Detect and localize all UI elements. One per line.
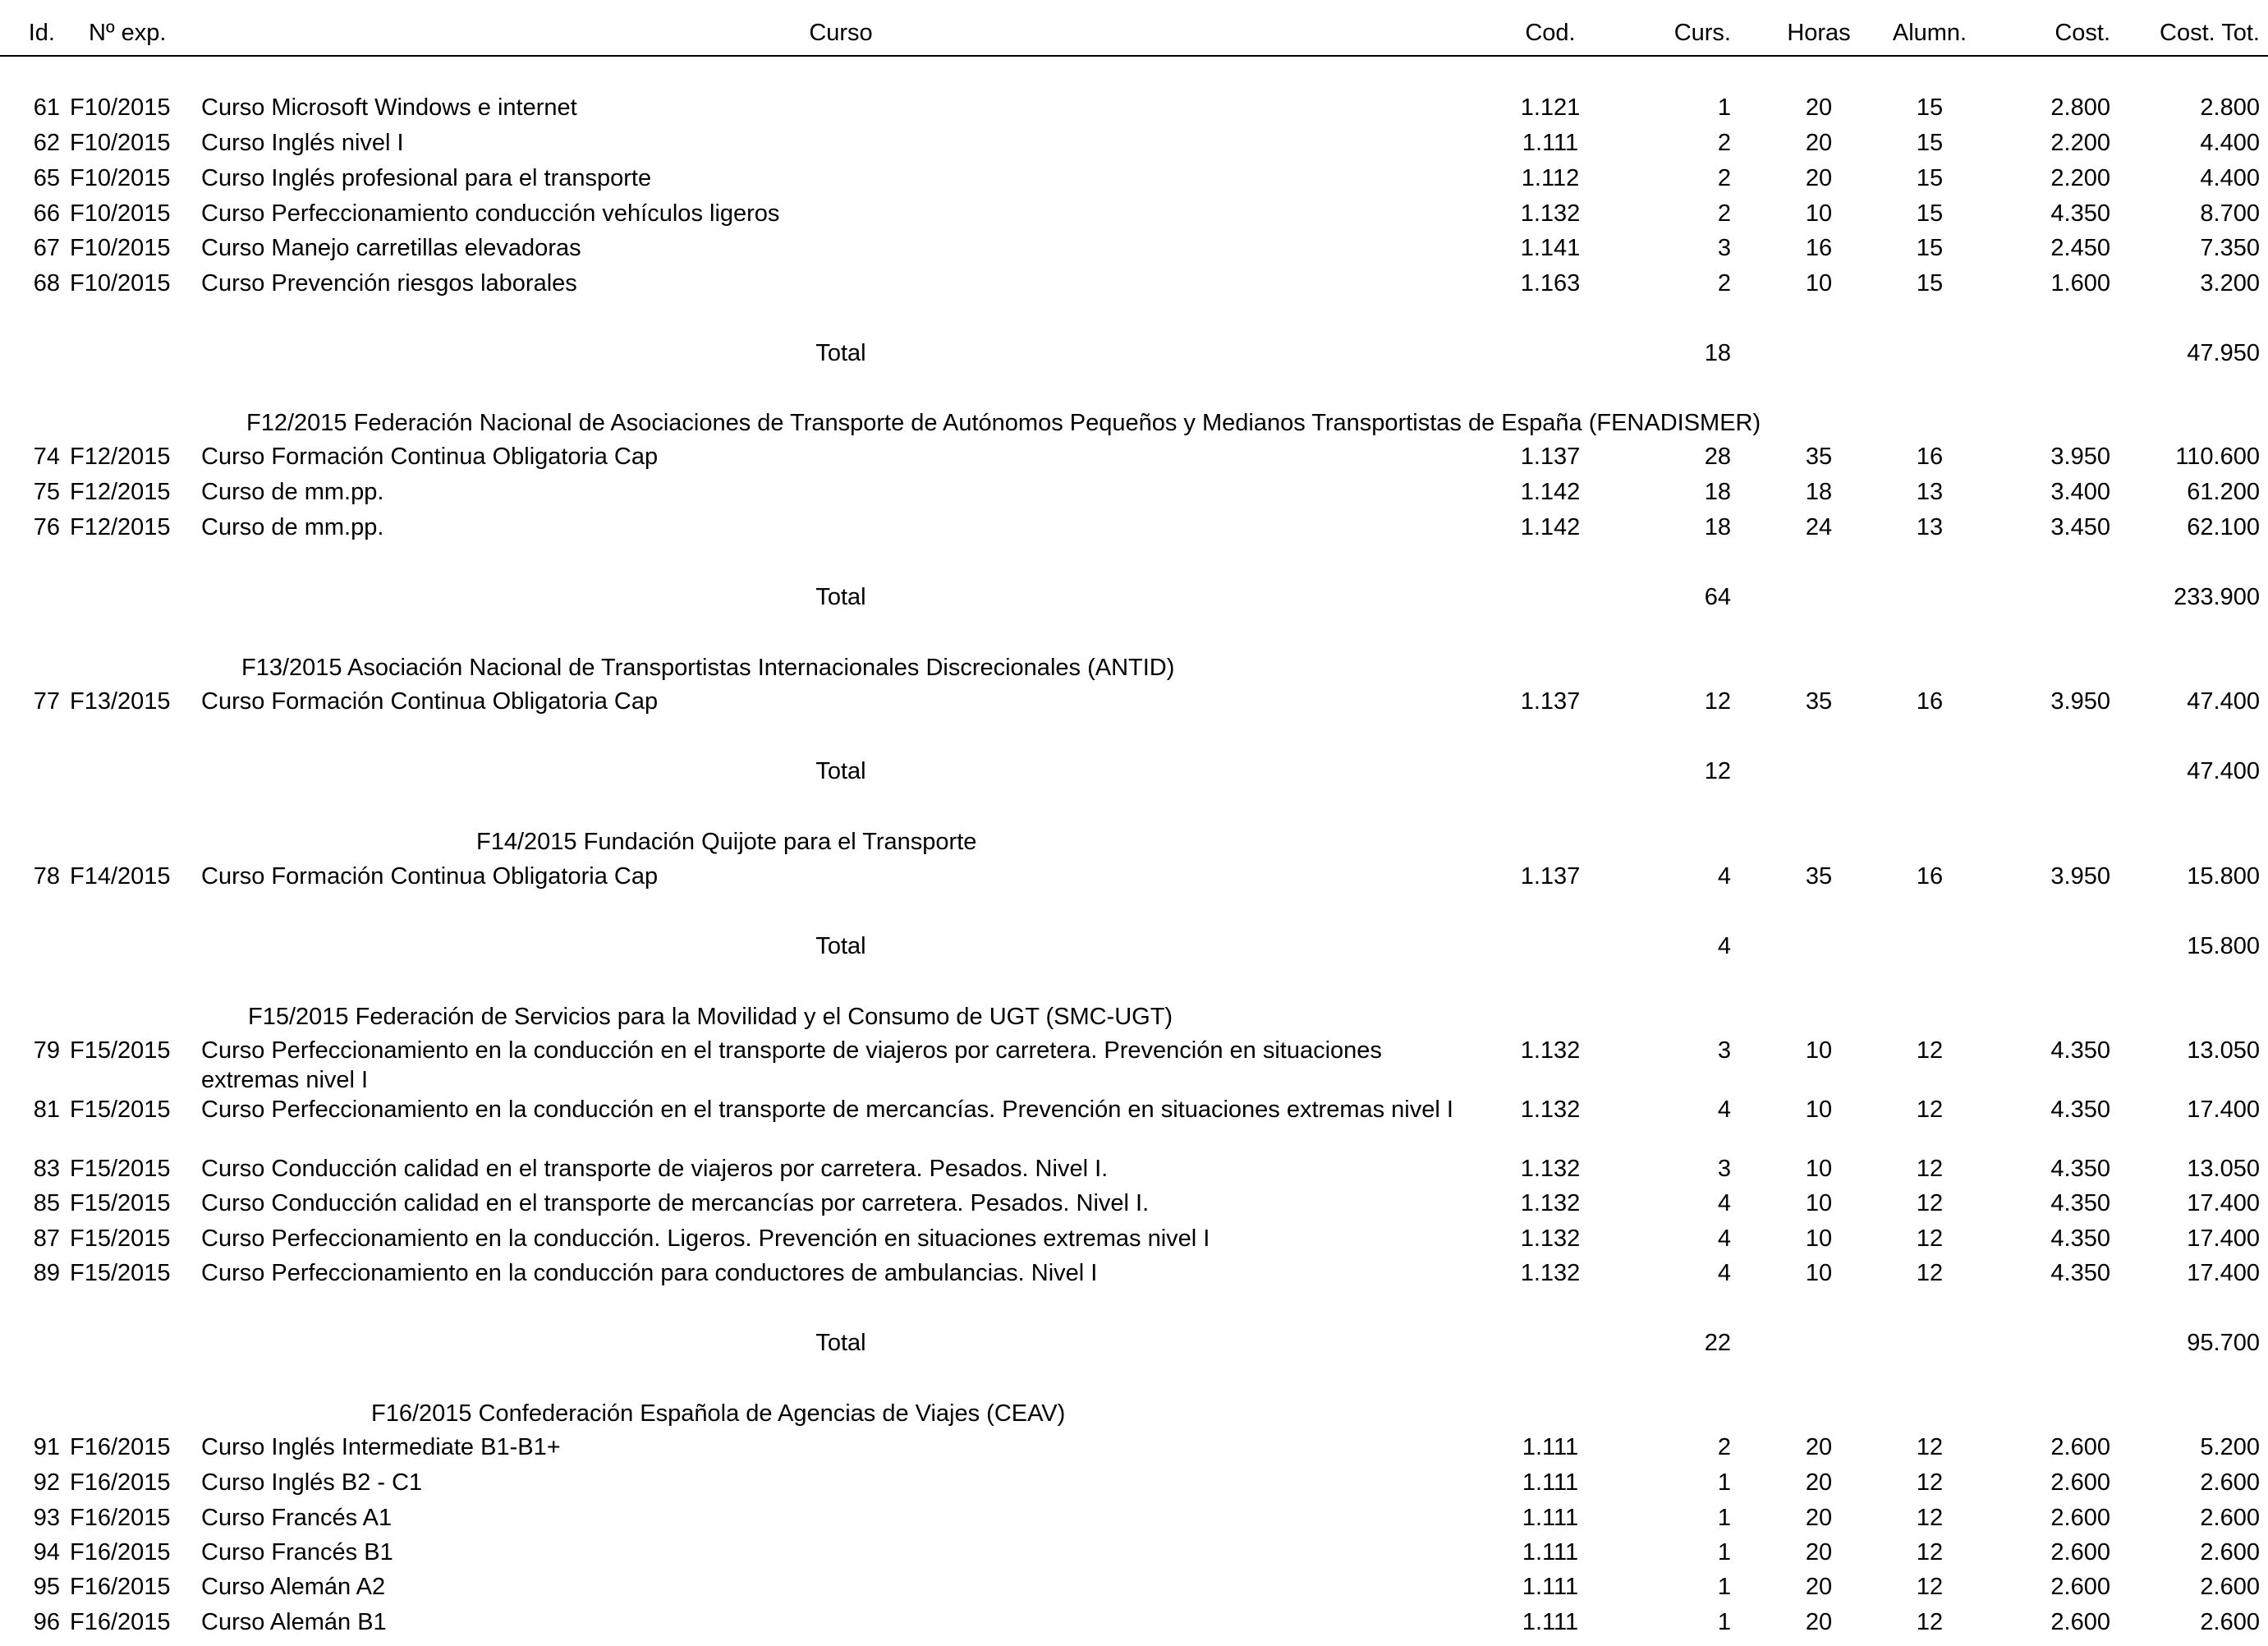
cell-cost-tot: 15.800 — [2187, 863, 2260, 890]
cell-cod: 1.132 — [1520, 1156, 1581, 1182]
cell-cost: 2.600 — [2050, 1609, 2110, 1635]
cell-curs: 1 — [1717, 1574, 1731, 1600]
total-cost-tot: 47.950 — [2187, 340, 2260, 366]
cell-exp: F15/2015 — [70, 1225, 171, 1252]
cell-curso: Curso Manejo carretillas elevadoras — [201, 235, 581, 261]
cell-exp: F16/2015 — [70, 1469, 171, 1496]
cell-id: 77 — [33, 688, 60, 715]
cell-cost: 4.350 — [2050, 1097, 2110, 1123]
header-horas: Horas — [1787, 20, 1851, 46]
cell-cod: 1.142 — [1520, 514, 1581, 540]
cell-alumn: 15 — [1916, 130, 1944, 156]
cell-horas: 10 — [1805, 1097, 1833, 1123]
cell-curso: Curso Inglés profesional para el transporte — [201, 165, 652, 191]
cell-horas: 20 — [1805, 1434, 1833, 1460]
cell-exp: F16/2015 — [70, 1434, 171, 1460]
cell-cost-tot: 2.600 — [2200, 1469, 2260, 1496]
cell-cod: 1.132 — [1520, 1097, 1581, 1123]
cell-horas: 10 — [1805, 200, 1833, 227]
cell-cost-tot: 17.400 — [2187, 1225, 2260, 1252]
cell-curs: 4 — [1717, 1097, 1731, 1123]
cell-curs: 4 — [1717, 1225, 1731, 1252]
cell-horas: 20 — [1805, 1469, 1833, 1496]
cell-alumn: 12 — [1916, 1190, 1944, 1216]
cell-horas: 10 — [1805, 270, 1833, 297]
cell-horas: 20 — [1805, 1574, 1833, 1600]
group-title: F16/2015 Confederación Española de Agencias de Viajes (CEAV) — [371, 1400, 1066, 1427]
cell-alumn: 12 — [1916, 1505, 1944, 1531]
cell-exp: F12/2015 — [70, 444, 171, 470]
cell-exp: F14/2015 — [70, 863, 171, 890]
cell-cod: 1.137 — [1520, 688, 1581, 715]
cell-cost-tot: 8.700 — [2200, 200, 2260, 227]
cell-cod: 1.132 — [1520, 1225, 1581, 1252]
total-curs: 22 — [1704, 1330, 1731, 1356]
cell-cost-tot: 7.350 — [2200, 235, 2260, 261]
total-cost-tot: 95.700 — [2187, 1330, 2260, 1356]
total-label: Total — [815, 758, 866, 784]
cell-cod: 1.141 — [1520, 235, 1581, 261]
cell-cost: 3.950 — [2050, 863, 2110, 890]
cell-alumn: 12 — [1916, 1609, 1944, 1635]
cell-curso: Curso Perfeccionamiento en la conducción en el transporte de viajeros por carretera. Prevención en situaciones extremas nivel I — [201, 1037, 1382, 1093]
cell-cost: 4.350 — [2050, 1190, 2110, 1216]
cell-exp: F10/2015 — [70, 235, 171, 261]
cell-curs: 1 — [1717, 1609, 1731, 1635]
header-curs: Curs. — [1673, 20, 1731, 46]
cell-curso: Curso Perfeccionamiento en la conducción en el transporte de mercancías. Prevención en situaciones extremas nivel I — [201, 1097, 1453, 1123]
cell-cod: 1.112 — [1521, 165, 1580, 191]
cell-cost-tot: 47.400 — [2187, 688, 2260, 715]
cell-cost: 4.350 — [2050, 200, 2110, 227]
total-label: Total — [815, 584, 866, 610]
cell-exp: F15/2015 — [70, 1097, 171, 1123]
cell-horas: 35 — [1805, 444, 1833, 470]
cell-id: 78 — [33, 863, 60, 890]
total-cost-tot: 47.400 — [2187, 758, 2260, 784]
cell-id: 68 — [33, 270, 60, 297]
cell-horas: 20 — [1805, 130, 1833, 156]
cell-cod: 1.132 — [1520, 1260, 1581, 1286]
cell-cost: 4.350 — [2050, 1260, 2110, 1286]
total-label: Total — [815, 340, 866, 366]
cell-horas: 20 — [1805, 1609, 1833, 1635]
cell-exp: F12/2015 — [70, 514, 171, 540]
cell-exp: F10/2015 — [70, 270, 171, 297]
cell-curs: 2 — [1717, 165, 1731, 191]
cell-horas: 10 — [1805, 1260, 1833, 1286]
cell-alumn: 15 — [1916, 94, 1944, 121]
cell-curs: 3 — [1717, 1156, 1731, 1182]
cell-id: 62 — [33, 130, 60, 156]
cell-cost: 4.350 — [2050, 1037, 2110, 1064]
cell-curs: 2 — [1717, 1434, 1731, 1460]
cell-cost-tot: 2.600 — [2200, 1539, 2260, 1566]
cell-id: 96 — [33, 1609, 60, 1635]
total-curs: 12 — [1704, 758, 1731, 784]
cell-alumn: 15 — [1916, 200, 1944, 227]
cell-horas: 10 — [1805, 1190, 1833, 1216]
cell-cod: 1.111 — [1522, 1539, 1579, 1566]
cell-curso: Curso Formación Continua Obligatoria Cap — [201, 863, 659, 890]
cell-cod: 1.111 — [1522, 1505, 1579, 1531]
cell-curso: Curso Perfeccionamiento conducción vehículos ligeros — [201, 200, 780, 227]
cell-curso: Curso Perfeccionamiento en la conducción. Ligeros. Prevención en situaciones extremas nivel I — [201, 1225, 1210, 1252]
cell-cod: 1.111 — [1522, 1434, 1579, 1460]
cell-cost-tot: 2.600 — [2200, 1505, 2260, 1531]
cell-curso: Curso Francés A1 — [201, 1505, 393, 1531]
cell-id: 93 — [33, 1505, 60, 1531]
cell-curso: Curso Inglés Intermediate B1-B1+ — [201, 1434, 561, 1460]
cell-id: 85 — [33, 1190, 60, 1216]
cell-cost: 2.200 — [2050, 130, 2110, 156]
cell-id: 87 — [33, 1225, 60, 1252]
total-curs: 64 — [1704, 584, 1731, 610]
cell-exp: F12/2015 — [70, 479, 171, 505]
cell-alumn: 15 — [1916, 235, 1944, 261]
cell-curs: 12 — [1704, 688, 1731, 715]
cell-curs: 4 — [1717, 1260, 1731, 1286]
cell-cost-tot: 2.800 — [2200, 94, 2260, 121]
header-divider — [0, 55, 2268, 57]
cell-cost: 3.950 — [2050, 444, 2110, 470]
cell-cost-tot: 13.050 — [2187, 1156, 2260, 1182]
cell-cost: 3.450 — [2050, 514, 2110, 540]
cell-id: 75 — [33, 479, 60, 505]
cell-cost-tot: 4.400 — [2200, 165, 2260, 191]
cell-id: 81 — [33, 1097, 60, 1123]
total-curs: 18 — [1704, 340, 1731, 366]
cell-cod: 1.111 — [1522, 1469, 1579, 1496]
header-cod: Cod. — [1525, 20, 1576, 46]
cell-cost: 1.600 — [2050, 270, 2110, 297]
cell-id: 91 — [33, 1434, 60, 1460]
cell-cost: 2.600 — [2050, 1539, 2110, 1566]
cell-cost-tot: 17.400 — [2187, 1260, 2260, 1286]
cell-id: 65 — [33, 165, 60, 191]
header-cost: Cost. — [2055, 20, 2110, 46]
cell-cod: 1.137 — [1520, 444, 1581, 470]
cell-horas: 10 — [1805, 1225, 1833, 1252]
cell-curso: Curso Prevención riesgos laborales — [201, 270, 577, 297]
cell-exp: F16/2015 — [70, 1609, 171, 1635]
cell-exp: F15/2015 — [70, 1037, 171, 1064]
cell-exp: F16/2015 — [70, 1505, 171, 1531]
cell-cod: 1.132 — [1520, 200, 1581, 227]
header-curso: Curso — [809, 20, 873, 46]
cell-horas: 35 — [1805, 688, 1833, 715]
cell-cost: 4.350 — [2050, 1225, 2110, 1252]
total-cost-tot: 15.800 — [2187, 933, 2260, 959]
cell-alumn: 15 — [1916, 270, 1944, 297]
cell-cost-tot: 4.400 — [2200, 130, 2260, 156]
cell-exp: F15/2015 — [70, 1260, 171, 1286]
cell-curso: Curso Francés B1 — [201, 1539, 393, 1566]
cell-id: 76 — [33, 514, 60, 540]
total-curs: 4 — [1717, 933, 1731, 959]
cell-horas: 18 — [1805, 479, 1833, 505]
cell-exp: F10/2015 — [70, 165, 171, 191]
cell-cod: 1.132 — [1520, 1190, 1581, 1216]
group-title: F12/2015 Federación Nacional de Asociaciones de Transporte de Autónomos Pequeños y Medianos Transportistas de España (FENADISMER) — [246, 410, 1761, 436]
cell-alumn: 16 — [1916, 863, 1944, 890]
cell-id: 95 — [33, 1574, 60, 1600]
cell-alumn: 12 — [1916, 1097, 1944, 1123]
header-cost-tot: Cost. Tot. — [2160, 20, 2260, 46]
cell-alumn: 12 — [1916, 1260, 1944, 1286]
cell-id: 89 — [33, 1260, 60, 1286]
cell-exp: F10/2015 — [70, 130, 171, 156]
cell-curso: Curso Conducción calidad en el transporte de mercancías por carretera. Pesados. Nivel I. — [201, 1190, 1150, 1216]
cell-cost-tot: 5.200 — [2200, 1434, 2260, 1460]
group-title: F13/2015 Asociación Nacional de Transportistas Internacionales Discrecionales (ANTID) — [241, 655, 1175, 681]
group-title: F15/2015 Federación de Servicios para la Movilidad y el Consumo de UGT (SMC-UGT) — [248, 1004, 1173, 1030]
cell-curso: Curso Formación Continua Obligatoria Cap — [201, 444, 659, 470]
cell-curs: 1 — [1717, 1539, 1731, 1566]
cell-cost: 2.600 — [2050, 1505, 2110, 1531]
cell-horas: 35 — [1805, 863, 1833, 890]
cell-exp: F16/2015 — [70, 1539, 171, 1566]
cell-horas: 10 — [1805, 1037, 1833, 1064]
cell-cost-tot: 13.050 — [2187, 1037, 2260, 1064]
total-label: Total — [815, 1330, 866, 1356]
cell-cost-tot: 17.400 — [2187, 1097, 2260, 1123]
cell-alumn: 12 — [1916, 1156, 1944, 1182]
cell-cost-tot: 110.600 — [2175, 444, 2260, 470]
total-label: Total — [815, 933, 866, 959]
cell-alumn: 12 — [1916, 1469, 1944, 1496]
cell-exp: F15/2015 — [70, 1156, 171, 1182]
cell-cost: 3.400 — [2050, 479, 2110, 505]
cell-id: 94 — [33, 1539, 60, 1566]
cell-exp: F10/2015 — [70, 94, 171, 121]
cell-alumn: 12 — [1916, 1434, 1944, 1460]
group-title: F14/2015 Fundación Quijote para el Transporte — [476, 829, 977, 855]
cell-curso: Curso Inglés nivel I — [201, 130, 404, 156]
cell-cost: 2.200 — [2050, 165, 2110, 191]
cell-curso: Curso Inglés B2 - C1 — [201, 1469, 423, 1496]
header-alumn: Alumn. — [1892, 20, 1967, 46]
cell-alumn: 13 — [1916, 514, 1944, 540]
cell-cost: 4.350 — [2050, 1156, 2110, 1182]
cell-id: 92 — [33, 1469, 60, 1496]
header-exp: Nº exp. — [89, 20, 167, 46]
cell-curso: Curso de mm.pp. — [201, 514, 384, 540]
cell-curso: Curso Microsoft Windows e internet — [201, 94, 577, 121]
cell-alumn: 12 — [1916, 1225, 1944, 1252]
cell-id: 83 — [33, 1156, 60, 1182]
cell-id: 79 — [33, 1037, 60, 1064]
cell-cost: 2.600 — [2050, 1469, 2110, 1496]
cell-alumn: 16 — [1916, 688, 1944, 715]
cell-curs: 1 — [1717, 1505, 1731, 1531]
cell-cod: 1.111 — [1522, 1609, 1579, 1635]
cell-cost: 2.600 — [2050, 1434, 2110, 1460]
cell-cost: 2.600 — [2050, 1574, 2110, 1600]
cell-alumn: 12 — [1916, 1539, 1944, 1566]
cell-alumn: 15 — [1916, 165, 1944, 191]
cell-exp: F16/2015 — [70, 1574, 171, 1600]
cell-curs: 4 — [1717, 863, 1731, 890]
cell-id: 61 — [33, 94, 60, 121]
cell-curs: 3 — [1717, 1037, 1731, 1064]
cell-exp: F10/2015 — [70, 200, 171, 227]
cell-curs: 28 — [1704, 444, 1731, 470]
cell-curs: 2 — [1717, 130, 1731, 156]
cell-cod: 1.137 — [1520, 863, 1581, 890]
cell-alumn: 12 — [1916, 1574, 1944, 1600]
cell-id: 67 — [33, 235, 60, 261]
cell-curso: Curso Formación Continua Obligatoria Cap — [201, 688, 659, 715]
cell-cost: 3.950 — [2050, 688, 2110, 715]
cell-horas: 16 — [1805, 235, 1833, 261]
cell-cod: 1.121 — [1520, 94, 1581, 121]
cell-curso: Curso Conducción calidad en el transporte de viajeros por carretera. Pesados. Nivel I. — [201, 1156, 1109, 1182]
cell-id: 66 — [33, 200, 60, 227]
cell-curso: Curso Alemán B1 — [201, 1609, 387, 1635]
cell-curs: 3 — [1717, 235, 1731, 261]
cell-horas: 20 — [1805, 1505, 1833, 1531]
cell-curso: Curso Perfeccionamiento en la conducción para conductores de ambulancias. Nivel I — [201, 1260, 1098, 1286]
cell-cost: 2.450 — [2050, 235, 2110, 261]
cell-alumn: 16 — [1916, 444, 1944, 470]
cell-exp: F15/2015 — [70, 1190, 171, 1216]
cell-cod: 1.163 — [1520, 270, 1581, 297]
cell-cod: 1.142 — [1520, 479, 1581, 505]
cell-id: 74 — [33, 444, 60, 470]
cell-alumn: 13 — [1916, 479, 1944, 505]
cell-cost-tot: 3.200 — [2200, 270, 2260, 297]
cell-curs: 2 — [1717, 270, 1731, 297]
cell-horas: 20 — [1805, 1539, 1833, 1566]
cell-cost-tot: 2.600 — [2200, 1609, 2260, 1635]
cell-cost-tot: 61.200 — [2187, 479, 2260, 505]
cell-cost-tot: 2.600 — [2200, 1574, 2260, 1600]
cell-cost: 2.800 — [2050, 94, 2110, 121]
cell-curs: 18 — [1704, 514, 1731, 540]
cell-cod: 1.111 — [1522, 130, 1579, 156]
cell-curso: Curso Alemán A2 — [201, 1574, 386, 1600]
cell-curs: 18 — [1704, 479, 1731, 505]
cell-cost-tot: 62.100 — [2187, 514, 2260, 540]
cell-alumn: 12 — [1916, 1037, 1944, 1064]
cell-horas: 20 — [1805, 94, 1833, 121]
cell-curs: 4 — [1717, 1190, 1731, 1216]
cell-horas: 10 — [1805, 1156, 1833, 1182]
total-cost-tot: 233.900 — [2174, 584, 2260, 610]
header-id: Id. — [28, 20, 55, 46]
cell-cod: 1.132 — [1520, 1037, 1581, 1064]
cell-curs: 1 — [1717, 94, 1731, 121]
cell-cost-tot: 17.400 — [2187, 1190, 2260, 1216]
cell-curs: 2 — [1717, 200, 1731, 227]
cell-curso: Curso de mm.pp. — [201, 479, 384, 505]
cell-horas: 20 — [1805, 165, 1833, 191]
cell-cod: 1.111 — [1522, 1574, 1579, 1600]
cell-exp: F13/2015 — [70, 688, 171, 715]
cell-horas: 24 — [1805, 514, 1833, 540]
cell-curs: 1 — [1717, 1469, 1731, 1496]
